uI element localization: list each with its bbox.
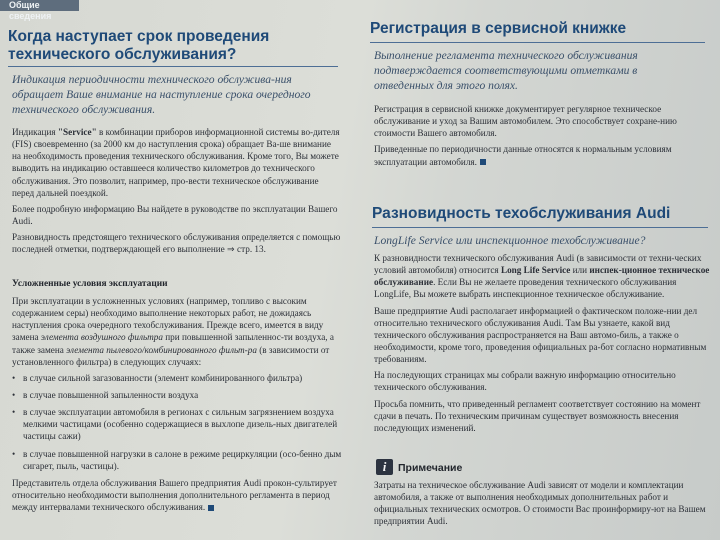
end-mark-icon	[208, 505, 214, 511]
left-paragraph-4: При эксплуатации в усложненных условиях (например, топливо с высоким содержанием серы) необходимо выполнение некоторых работ, не дожидаясь наступления срока очередного техобслуживания. Прежде всего, имеется в виду замена элемента воздушного фильтра при повышенной запыленнос-ти воздуха, а также замена элемента пылевого/комбинированного фильт-ра (в зависимости от установленного фильтра) в следующих случаях:	[12, 296, 334, 367]
left-paragraph-3: Разновидность предстоящего технического обслуживания определяется с помощью последней отметки, подтверждающей его выполнение ⇒ стр. 13.	[12, 232, 341, 255]
right-title-maintenance-types: Разновидность техобслуживания Audi	[372, 205, 671, 222]
left-lead: Индикация периодичности технического обслужива-ния обращает Ваше внимание на наступление срока очередного технического обслуживания.	[12, 73, 311, 116]
list-item: • в случае повышенной нагрузки в салоне в режиме рециркуляции (осо-бенно дым сигарет, пыль, частицы).	[12, 448, 342, 472]
right-title-rule-2	[372, 227, 708, 228]
right-body-2	[374, 252, 712, 438]
right-title-rule-1	[370, 42, 705, 43]
left-paragraph-5: Представитель отдела обслуживания Вашего предприятия Audi прокон-сультирует относительно необходимости выполнения дополнительного регламента в период между интервалами технического обслуживания.	[12, 477, 337, 513]
right-lead-2: LongLife Service или инспекционное техобслуживание?	[374, 234, 646, 247]
right-paragraph-3: К разновидности технического обслуживания Audi (в зависимости от техни-ческих условий автомобиля) относится Long Life Service или инспек-ционное техническое обслуживание. Если Вы не желаете проведения технического обслуживания LongLife, Вы можете выбрать инспекционное техническое обслуживание.	[374, 253, 710, 300]
info-icon: i	[376, 459, 393, 475]
note-title: Примечание	[398, 462, 463, 474]
note-text: Затраты на техническое обслуживание Audi зависят от модели и комплектации автомобиля, а также от выполнения необходимых дополнительных работ и официальных технических осмотров. О стоимости Вас проинформиру-ют на Вашем предприятии Audi.	[374, 480, 706, 527]
left-subhead: Усложненные условия эксплуатации	[12, 279, 168, 289]
right-paragraph-2: Приведенные по периодичности данные относятся к нормальным условиям эксплуатации автомобиля.	[374, 144, 672, 167]
list-item: • в случае сильной загазованности (элемент комбинированного фильтра)	[12, 372, 342, 384]
right-paragraph-6: Просьба помнить, что приведенный регламент соответствует состоянию на момент сдачи в печать. По техническим причинам существует возможность внесения последующих изменений.	[374, 398, 701, 433]
right-paragraph-1: Регистрация в сервисной книжке документирует регулярное техническое обслуживание и уход за Вашим автомобилем. Это способствует сохране-нию стоимости Вашего автомобиля.	[374, 104, 677, 139]
right-lead-1: Выполнение регламента технического обслуживания подтверждается соответствующими отметками в отведенных для этого полях.	[374, 49, 638, 92]
end-mark-icon	[480, 159, 486, 165]
list-item: • в случае повышенной запыленности воздуха	[12, 389, 342, 401]
right-paragraph-4: Ваше предприятие Audi располагает информацией о фактическом положе-нии дел относительно технического обслуживания Audi. Там Вы узнаете, какой вид технического обслуживания распространяется на Ваш автомо-биль, а также о необходимости, кроме того, проведения официальных ра-бот согласно нормативным требованиям.	[374, 305, 707, 365]
left-body-2	[12, 295, 342, 517]
left-body	[12, 126, 342, 259]
left-bullet-list	[12, 372, 342, 472]
section-tab: Общие сведения	[0, 0, 79, 11]
left-title: Когда наступает срок проведения технического обслуживания?	[8, 28, 270, 63]
left-paragraph-1: Индикация "Service" в комбинации приборов информационной системы во-дителя (FIS) своевременно (за 2000 км до наступления срока) обращает Ва-ше внимание на необходимость проведения технического обслуживания. Кроме того, Вы можете выводить на индикацию оставшееся количество километров до технического обслуживания. Это позволит, например, про-вести техническое обслуживание перед дальней поездкой.	[12, 127, 340, 198]
right-paragraph-5: На последующих страницах мы собрали важную информацию относительно технического обслуживания.	[374, 370, 676, 393]
left-paragraph-2: Более подробную информацию Вы найдете в руководстве по эксплуатации Вашего Audi.	[12, 203, 338, 226]
right-body-1	[374, 103, 708, 172]
right-title-registration: Регистрация в сервисной книжке	[370, 20, 627, 37]
left-title-rule	[8, 66, 338, 67]
list-item: • в случае эксплуатации автомобиля в регионах с сильным загрязнением воздуха мелкими частицами (особенно содержащиеся в выхлопе дизель-ных двигателей частицы сажи)	[12, 406, 342, 442]
